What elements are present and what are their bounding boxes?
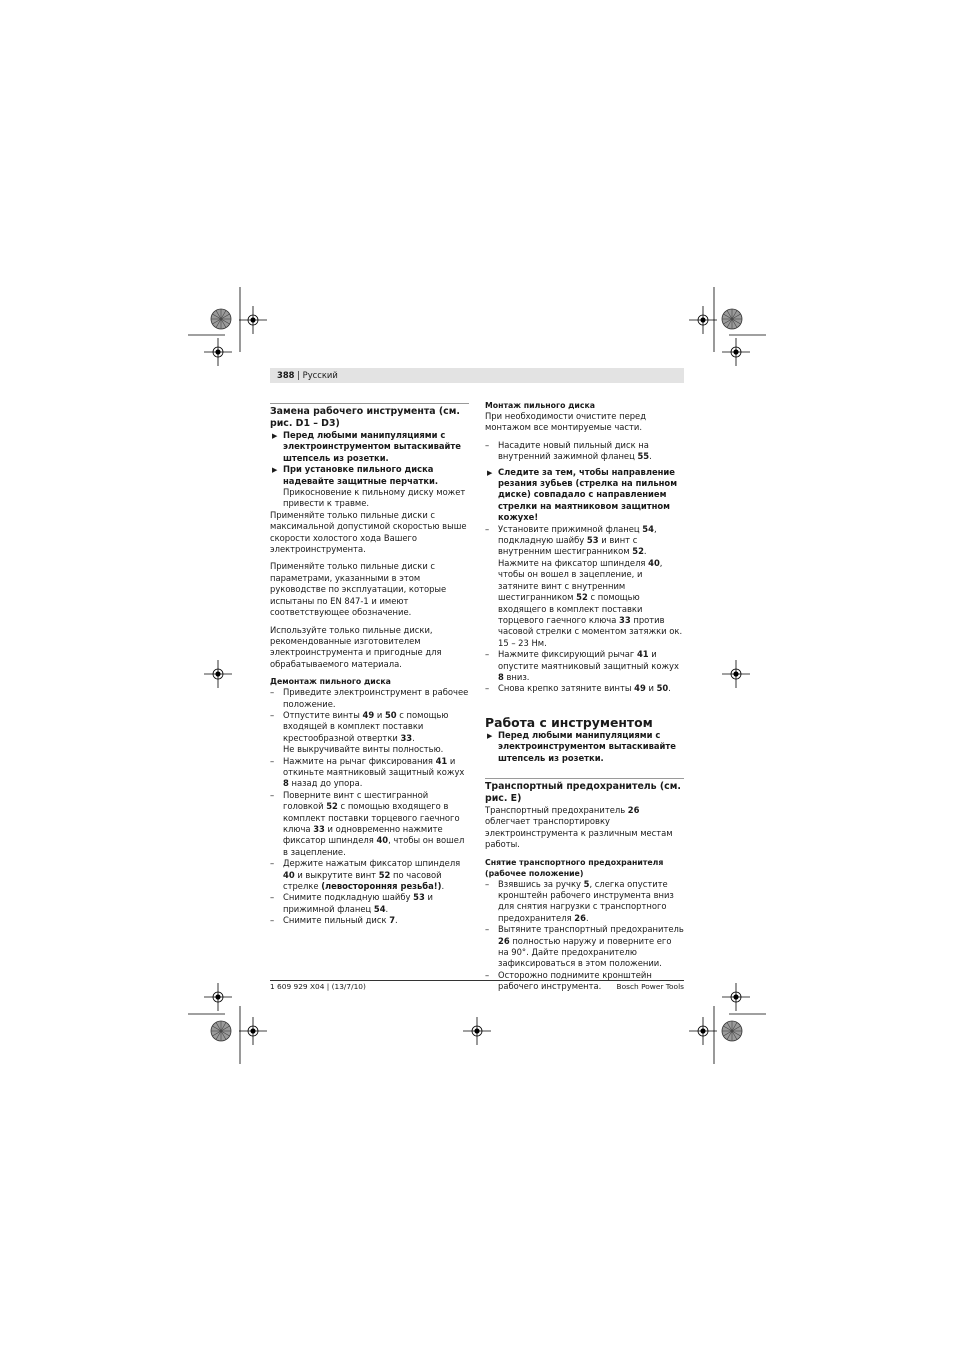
warning-gloves — [270, 464, 469, 510]
registration-mark — [204, 983, 232, 1011]
section-heading-replace-tool: Замена рабочего инструмента (см. рис. D1 – D3) — [270, 403, 469, 430]
list-item: – Взявшись за ручку 5, слегка опустите кронштейн рабочего инструмента вниз для снятия нагрузки с транспортного предохранителя 26. — [485, 878, 674, 923]
subheading-release-lock: Снятие транспортного предохранителя (рабочее положение) — [485, 857, 664, 878]
registration-mark — [204, 660, 232, 688]
registration-mark — [689, 1017, 717, 1045]
list-item: – Снимите подкладную шайбу 53 и прижимной фланец 54. — [270, 892, 433, 914]
registration-mark — [463, 1017, 491, 1045]
warning-arrow-icon: ▶ — [272, 432, 278, 440]
registration-mark — [239, 1017, 267, 1045]
subheading-remove-blade: Демонтаж пильного диска — [270, 677, 391, 687]
page-header — [277, 370, 338, 381]
paragraph: Транспортный предохранитель 26 облегчает транспортировку электроинструмента к различным местам работы. — [485, 804, 673, 850]
paragraph: При необходимости очистите перед монтажом все монтируемые части. — [485, 411, 647, 433]
footer-brand: Bosch Power Tools — [616, 982, 684, 991]
list-item: – Поверните винт с шестигранной головкой 52 с помощью входящего в комплект поставки торцевого гаечного ключа 33 и одновременно нажмите фиксатор шпинделя 40, чтобы он вошел в зацепление. — [270, 789, 465, 857]
warning-text: Перед любыми манипуляциями с электроинструментом вытаскивайте штепсель из розетки. — [283, 430, 461, 463]
registration-mark — [722, 983, 750, 1011]
warning-bold: При установке пильного диска надевайте защитные перчатки. — [283, 464, 439, 486]
warning-unplug: ▶ Перед любыми манипуляциями с электроинструментом вытаскивайте штепсель из розетки. — [487, 729, 676, 763]
left-column — [270, 403, 469, 927]
warning-unplug — [270, 430, 469, 464]
registration-mark — [204, 338, 232, 366]
list-item: – Снова крепко затяните винты 49 и 50. — [485, 683, 671, 694]
list-item: – Насадите новый пильный диск на внутренний зажимной фланец 55. — [485, 439, 652, 462]
paragraph: Применяйте только пильные диски с параметрами, указанными в этом руководстве по эксплуатации, которые испытаны по EN 847-1 и имеют соответствующее обозначение. — [270, 561, 447, 618]
list-item: – Вытяните транспортный предохранитель 26 полностью наружу и поверните его на 90°. Дайте предохранителю зафиксироваться в этом положении. — [485, 924, 684, 969]
color-rosette-mark — [211, 309, 231, 329]
registration-mark — [722, 338, 750, 366]
warning-arrow-icon: ▶ — [272, 466, 278, 475]
page-number: 388 — [277, 370, 295, 380]
color-rosette-mark — [722, 309, 742, 329]
warning-arrow-icon: ▶ — [487, 731, 493, 740]
right-column — [485, 400, 684, 993]
registration-mark — [239, 306, 267, 334]
list-item: – Снимите пильный диск 7. — [270, 915, 398, 926]
footer-doc-number: 1 609 929 X04 | (13/7/10) — [270, 982, 366, 991]
paragraph: Применяйте только пильные диски с максимальной допустимой скоростью выше скорости холостого хода Вашего электроинструмента. — [270, 509, 467, 555]
list-item: – Осторожно поднимите кронштейн рабочего инструмента. — [485, 969, 652, 992]
list-item: – Нажмите на рычаг фиксирования 41 и откиньте маятниковый защитный кожух 8 назад до упора. — [270, 755, 465, 789]
section-heading-work: Работа с инструментом — [485, 714, 653, 730]
list-item: – Отпустите винты 49 и 50 с помощью входящей в комплект поставки крестообразной отвертки 33. Не выкручивайте винты полностью. — [270, 709, 449, 755]
warning-rest: Прикосновение к пильному диску может привести к травме. — [283, 487, 466, 509]
list-item: – Установите прижимной фланец 54, подкладную шайбу 53 и винт с внутренним шестигранником 52. Нажмите на фиксатор шпинделя 40, чтобы он вошел в зацепление, и затяните винт с внутренним шестигранником 52 с помощью входящего в комплект поставки торцевого гаечного ключа 33 против часовой стрелки с моментом затяжки ок. 15 – 23 Нм. — [485, 523, 683, 648]
warning-direction: ▶ Следите за тем, чтобы направление резания зубьев (стрелка на пильном диске) совпадало с направлением стрелки на маятниковом защитном кожухе! — [487, 466, 678, 523]
header-language: Русский — [302, 370, 338, 380]
header-separator: | — [294, 370, 303, 380]
color-rosette-mark — [722, 1021, 742, 1041]
list-item: – Держите нажатым фиксатор шпинделя 40 и выкрутите винт 52 по часовой стрелке (левосторонняя резьба!). — [270, 858, 461, 892]
paragraph: Используйте только пильные диски, рекомендованные изготовителем электроинструмента и пригодные для обрабатываемого материала. — [270, 624, 442, 669]
registration-mark — [689, 306, 717, 334]
list-item: – Нажмите фиксирующий рычаг 41 и опустите маятниковый защитный кожух 8 вниз. — [485, 649, 679, 682]
list-item: – Приведите электроинструмент в рабочее положение. — [270, 687, 469, 709]
color-rosette-mark — [211, 1021, 231, 1041]
footer-rule — [270, 980, 684, 981]
section-heading-transport-lock: Транспортный предохранитель (см. рис. E) — [485, 778, 684, 805]
subheading-mount-blade: Монтаж пильного диска — [485, 401, 596, 410]
warning-arrow-icon: ▶ — [487, 468, 493, 477]
registration-mark — [722, 660, 750, 688]
